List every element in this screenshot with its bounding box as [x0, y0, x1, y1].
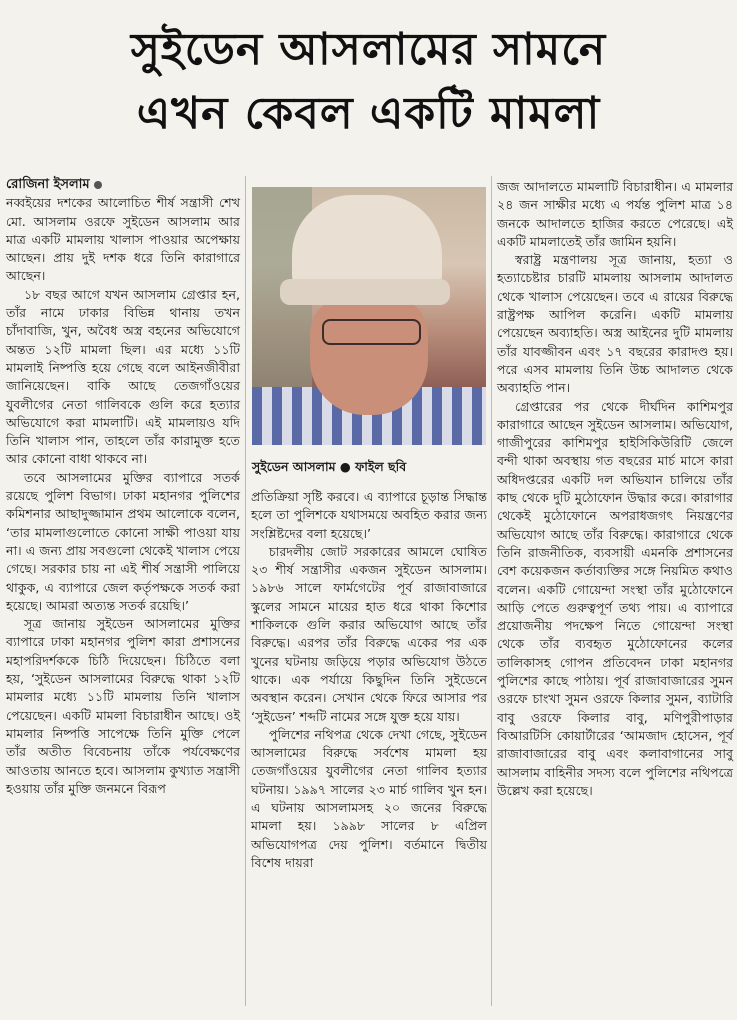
- column-rule: [491, 176, 492, 1006]
- column-1: [6, 176, 240, 798]
- column-2: [251, 488, 487, 872]
- headline-line-2: এখন কেবল একটি মামলা: [136, 88, 601, 139]
- paragraph: চারদলীয় জোট সরকারের আমলে ঘোষিত ২৩ শীর্ষ সন্ত্রাসীর একজন সুইডেন আসলাম। ১৯৮৬ সালে ফার্মগেটের পূর্ব রাজাবাজারে স্কুলের সামনে মায়ের হাত ধরে থাকা কিশোর শাকিলকে গুলি করার অভিযোগ আছে তাঁর বিরুদ্ধে। এরপর তাঁর বিরুদ্ধে একের পর এক খুনের ঘটনায় জড়িয়ে পড়ার অভিযোগ উঠতে থাকে। এক পর্যায়ে কিছুদিন তিনি সুইডেনে অবস্থান করেন। সেখান থেকে ফিরে আসার পর ‘সুইডেন’ শব্দটি নামের সঙ্গে যুক্ত হয়ে যায়।: [251, 543, 487, 724]
- byline: [6, 176, 240, 194]
- paragraph: সূত্র জানায় সুইডেন আসলামের মুক্তির ব্যাপারে ঢাকা মহানগর পুলিশ কারা প্রশাসনের মহাপরিদর্শককে চিঠি দিয়েছেন। চিঠিতে বলা হয়, ‘সুইডেন আসলামের বিরুদ্ধে থাকা ১২টি মামলার মধ্যে ১১টি মামলায় তিনি খালাস পেয়েছেন। একটি মামলা বিচারাধীন আছে। ওই মামলার নিষ্পত্তি সাপেক্ষে তিনি মুক্তি পেলে তাঁর অতীত বিবেচনায় তাঁকে পর্যবেক্ষণের আওতায় আনতে হবে। আসলাম কুখ্যাত সন্ত্রাসী হওয়ায় তাঁর মুক্তি জনমনে বিরূপ: [6, 616, 240, 796]
- photo-glasses: [322, 319, 421, 345]
- paragraph: প্রতিক্রিয়া সৃষ্টি করবে। এ ব্যাপারে চূড়ান্ত সিদ্ধান্ত হলে তা পুলিশকে যথাসময়ে অবহিত করার জন্য সংশ্লিষ্টদের বলা হয়েছে।’: [251, 489, 487, 541]
- paragraph: ১৮ বছর আগে যখন আসলাম গ্রেপ্তার হন, তাঁর নামে ঢাকার বিভিন্ন থানায় তখন চাঁদাবাজি, খুন, অবৈধ অস্ত্র বহনের অভিযোগে অন্তত ১২টি মামলা ছিল। এর মধ্যে ১১টি মামলাই নিষ্পত্তি হয়ে গেছে বলে আইনজীবীরা জানিয়েছেন। বাকি আছে তেজগাঁওয়ের যুবলীগের নেতা গালিবকে গুলি করে হত্যার অভিযোগে করা মামলাটি। এই মামলায়ও যদি তিনি খালাস পান, তাহলে তাঁর কারামুক্ত হতে আর কোনো বাধা থাকবে না।: [6, 286, 240, 467]
- paragraph: গ্রেপ্তারের পর থেকে দীর্ঘদিন কাশিমপুর কারাগারে আছেন সুইডেন আসলাম। অভিযোগ, গাজীপুরের কাশিমপুর হাইসিকিউরিটি জেলে বন্দী থাকা অবস্থায় গত বছরের মার্চ মাসে কারা অধিদপ্তরের একটি দল অভিযান চালিয়ে তাঁর কাছ থেকে দুটি মুঠোফোন উদ্ধার করে। কারাগার থেকেই মুঠোফোনে অপরাধজগৎ নিয়ন্ত্রণের অভিযোগ আছে তাঁর বিরুদ্ধে। কারাগারে থেকে তিনি রাজনীতিক, ব্যবসায়ী এমনকি প্রশাসনের বেশ কয়েকজন কর্তাব্যক্তির সঙ্গে নিয়মিত কথাও বলেন। একটি গোয়েন্দা সংস্থা তাঁর মুঠোফোনে আড়ি পেতে গুরুত্বপূর্ণ তথ্য পায়। এ ব্যাপারে প্রয়োজনীয় পদক্ষেপ নিতে গোয়েন্দা সংস্থা থেকে তাঁর ব্যবহৃত মুঠোফোনের কলের তালিকাসহ গোপন প্রতিবেদন ঢাকা মহানগর পুলিশের কাছে পাঠায়। পূর্ব রাজাবাজারের সুমন ওরফে চাংখা সুমন ওরফে কিলার সুমন, ব্যাটারি বাবু ওরফে কিলার বাবু, মণিপুরীপাড়ার বিআরটিসি কোয়ার্টারের ‘আমজাদ হোসেন, পূর্ব রাজাবাজারের বাবু এবং কলাবাগানের সাবু আসলাম বাহিনীর সদস্য বলে পুলিশের নথিপত্রে উল্লেখ করা হয়েছে।: [497, 398, 733, 798]
- paragraph: নব্বইয়ের দশকের আলোচিত শীর্ষ সন্ত্রাসী শেখ মো. আসলাম ওরফে সুইডেন আসলাম আর মাত্র একটি মামলায় খালাস পাওয়ার অপেক্ষায় আছেন। প্রায় দুই দশক ধরে তিনি কারাগারে আছেন।: [6, 195, 240, 284]
- headline-line-1: সুইডেন আসলামের সামনে: [130, 24, 607, 75]
- photo-cap-brim: [280, 279, 450, 305]
- paragraph: স্বরাষ্ট্র মন্ত্রণালয় সূত্র জানায়, হত্যা ও হত্যাচেষ্টার চারটি মামলায় আসলাম আদালত থেকে খালাস পেয়েছেন। তবে এ রায়ের বিরুদ্ধে রাষ্ট্রপক্ষ আপিল করেনি। একটি মামলায় পেয়েছেন অব্যাহতি। অস্ত্র আইনের দুটি মামলায় তাঁর যাবজ্জীবন এবং ১৭ বছরের কারাদণ্ড হয়। পরে এসব মামলায় তিনি উচ্চ আদালত থেকে অব্যাহতি পান।: [497, 252, 733, 396]
- column-rule: [245, 176, 246, 1006]
- portrait-photo: [252, 187, 486, 445]
- photo-caption: সুইডেন আসলাম ● ফাইল ছবি: [252, 459, 407, 474]
- bullet-icon: [94, 181, 102, 189]
- column-3: [497, 178, 733, 800]
- paragraph: জজ আদালতে মামলাটি বিচারাধীন। এ মামলার ২৪ জন সাক্ষীর মধ্যে এ পর্যন্ত পুলিশ মাত্র ১৪ জনকে আদালতে হাজির করতে পেরেছে। এই একটি মামলাতেই তাঁর জামিন হয়নি।: [497, 179, 733, 249]
- paragraph: তবে আসলামের মুক্তির ব্যাপারে সতর্ক রয়েছে পুলিশ বিভাগ। ঢাকা মহানগর পুলিশের কমিশনার আছাদুজ্জামান প্রথম আলোকে বলেন, ‘তার মামলাগুলোতে কোনো সাক্ষী পাওয়া যায় না। এ জন্য প্রায় সবগুলো থেকেই খালাস পেয়ে গেছে। সরকার চায় না এই শীর্ষ সন্ত্রাসী পালিয়ে থাকুক, এ ব্যাপারে জেল কর্তৃপক্ষকে সতর্ক করা হয়েছে। আমরা অত্যন্ত সতর্ক রয়েছি।’: [6, 469, 240, 613]
- paragraph: পুলিশের নথিপত্র থেকে দেখা গেছে, সুইডেন আসলামের বিরুদ্ধে সর্বশেষ মামলা হয় তেজগাঁওয়ের যুবলীগের নেতা গালিব হত্যার ঘটনায়। ১৯৯৭ সালের ২৩ মার্চ গালিব খুন হন। এ ঘটনায় আসলামসহ ২০ জনের বিরুদ্ধে মামলা হয়। ১৯৯৮ সালের ৮ এপ্রিল অভিযোগপত্র দেয় পুলিশ। বর্তমানে দ্বিতীয় বিশেষ দায়রা: [251, 726, 487, 870]
- headline: [0, 18, 737, 146]
- byline-text: রোজিনা ইসলাম: [6, 177, 90, 192]
- photo-face: [310, 295, 428, 415]
